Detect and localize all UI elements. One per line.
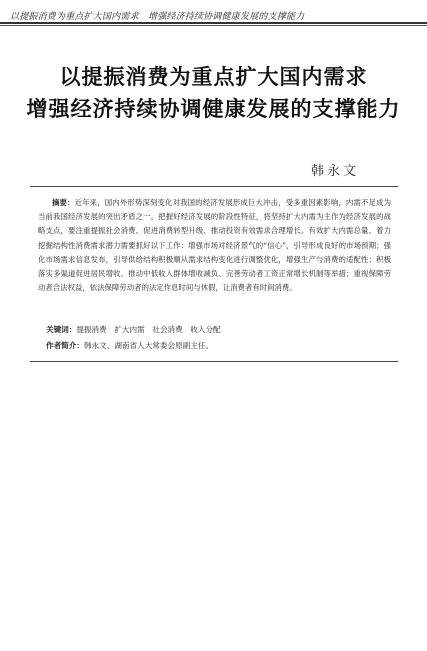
author-info-line	[46, 340, 213, 351]
abstract-paragraph	[38, 196, 391, 295]
author-info-text: 韩永文，湖南省人大常委会原副主任。	[83, 341, 214, 350]
abstract-rule-bottom	[30, 361, 398, 362]
abstract-body: 近年来，国内外形势深刻变化对我国的经济发展形成巨大冲击，受多重因素影响，内需不足成为当前我国经济发展的突出矛盾之一。把握好经济发展的阶段性特征，将坚持扩大内需为主作为经济发展的战略支点，要注重提振社会消费、促进消费转型升级、推动投资有效需求合理增长。有效扩大内需总量、着力挖掘结构性消费需求潜力需要抓好以下工作：增强市场对经济景气的“信心”，引导形成良好的市场预期；强化市场需求信息发布，引导供给结构积极顺从需求结构变化进行调整优化，增强生产与消费的适配性；积极落实多渠道促进居民增收、推动中低收入群体增收减负、完善劳动者工资正常增长机制等举措；重视保障劳动者合法权益，依法保障劳动者的法定作息时间与休假，让消费者有时间消费。	[38, 198, 391, 293]
author-info-label: 作者简介：	[46, 341, 84, 350]
header-rule-thin	[0, 25, 427, 26]
keywords-text: 提振消费 扩大内需 社会消费 收入分配	[76, 325, 221, 334]
keywords-label: 关键词：	[46, 325, 77, 334]
author-name: 韩永文	[310, 164, 359, 179]
abstract-rule-top	[30, 186, 398, 187]
title-line-1: 以提振消费为重点扩大国内需求	[59, 65, 368, 89]
running-header: 以提振消费为重点扩大国内需求 增强经济持续协调健康发展的支撑能力	[10, 12, 305, 22]
keywords-line	[46, 324, 221, 335]
abstract-label: 摘要：	[52, 198, 75, 207]
abstract-block	[30, 186, 398, 362]
header-rule	[0, 22, 427, 24]
title-line-2: 增强经济持续协调健康发展的支撑能力	[26, 97, 401, 121]
